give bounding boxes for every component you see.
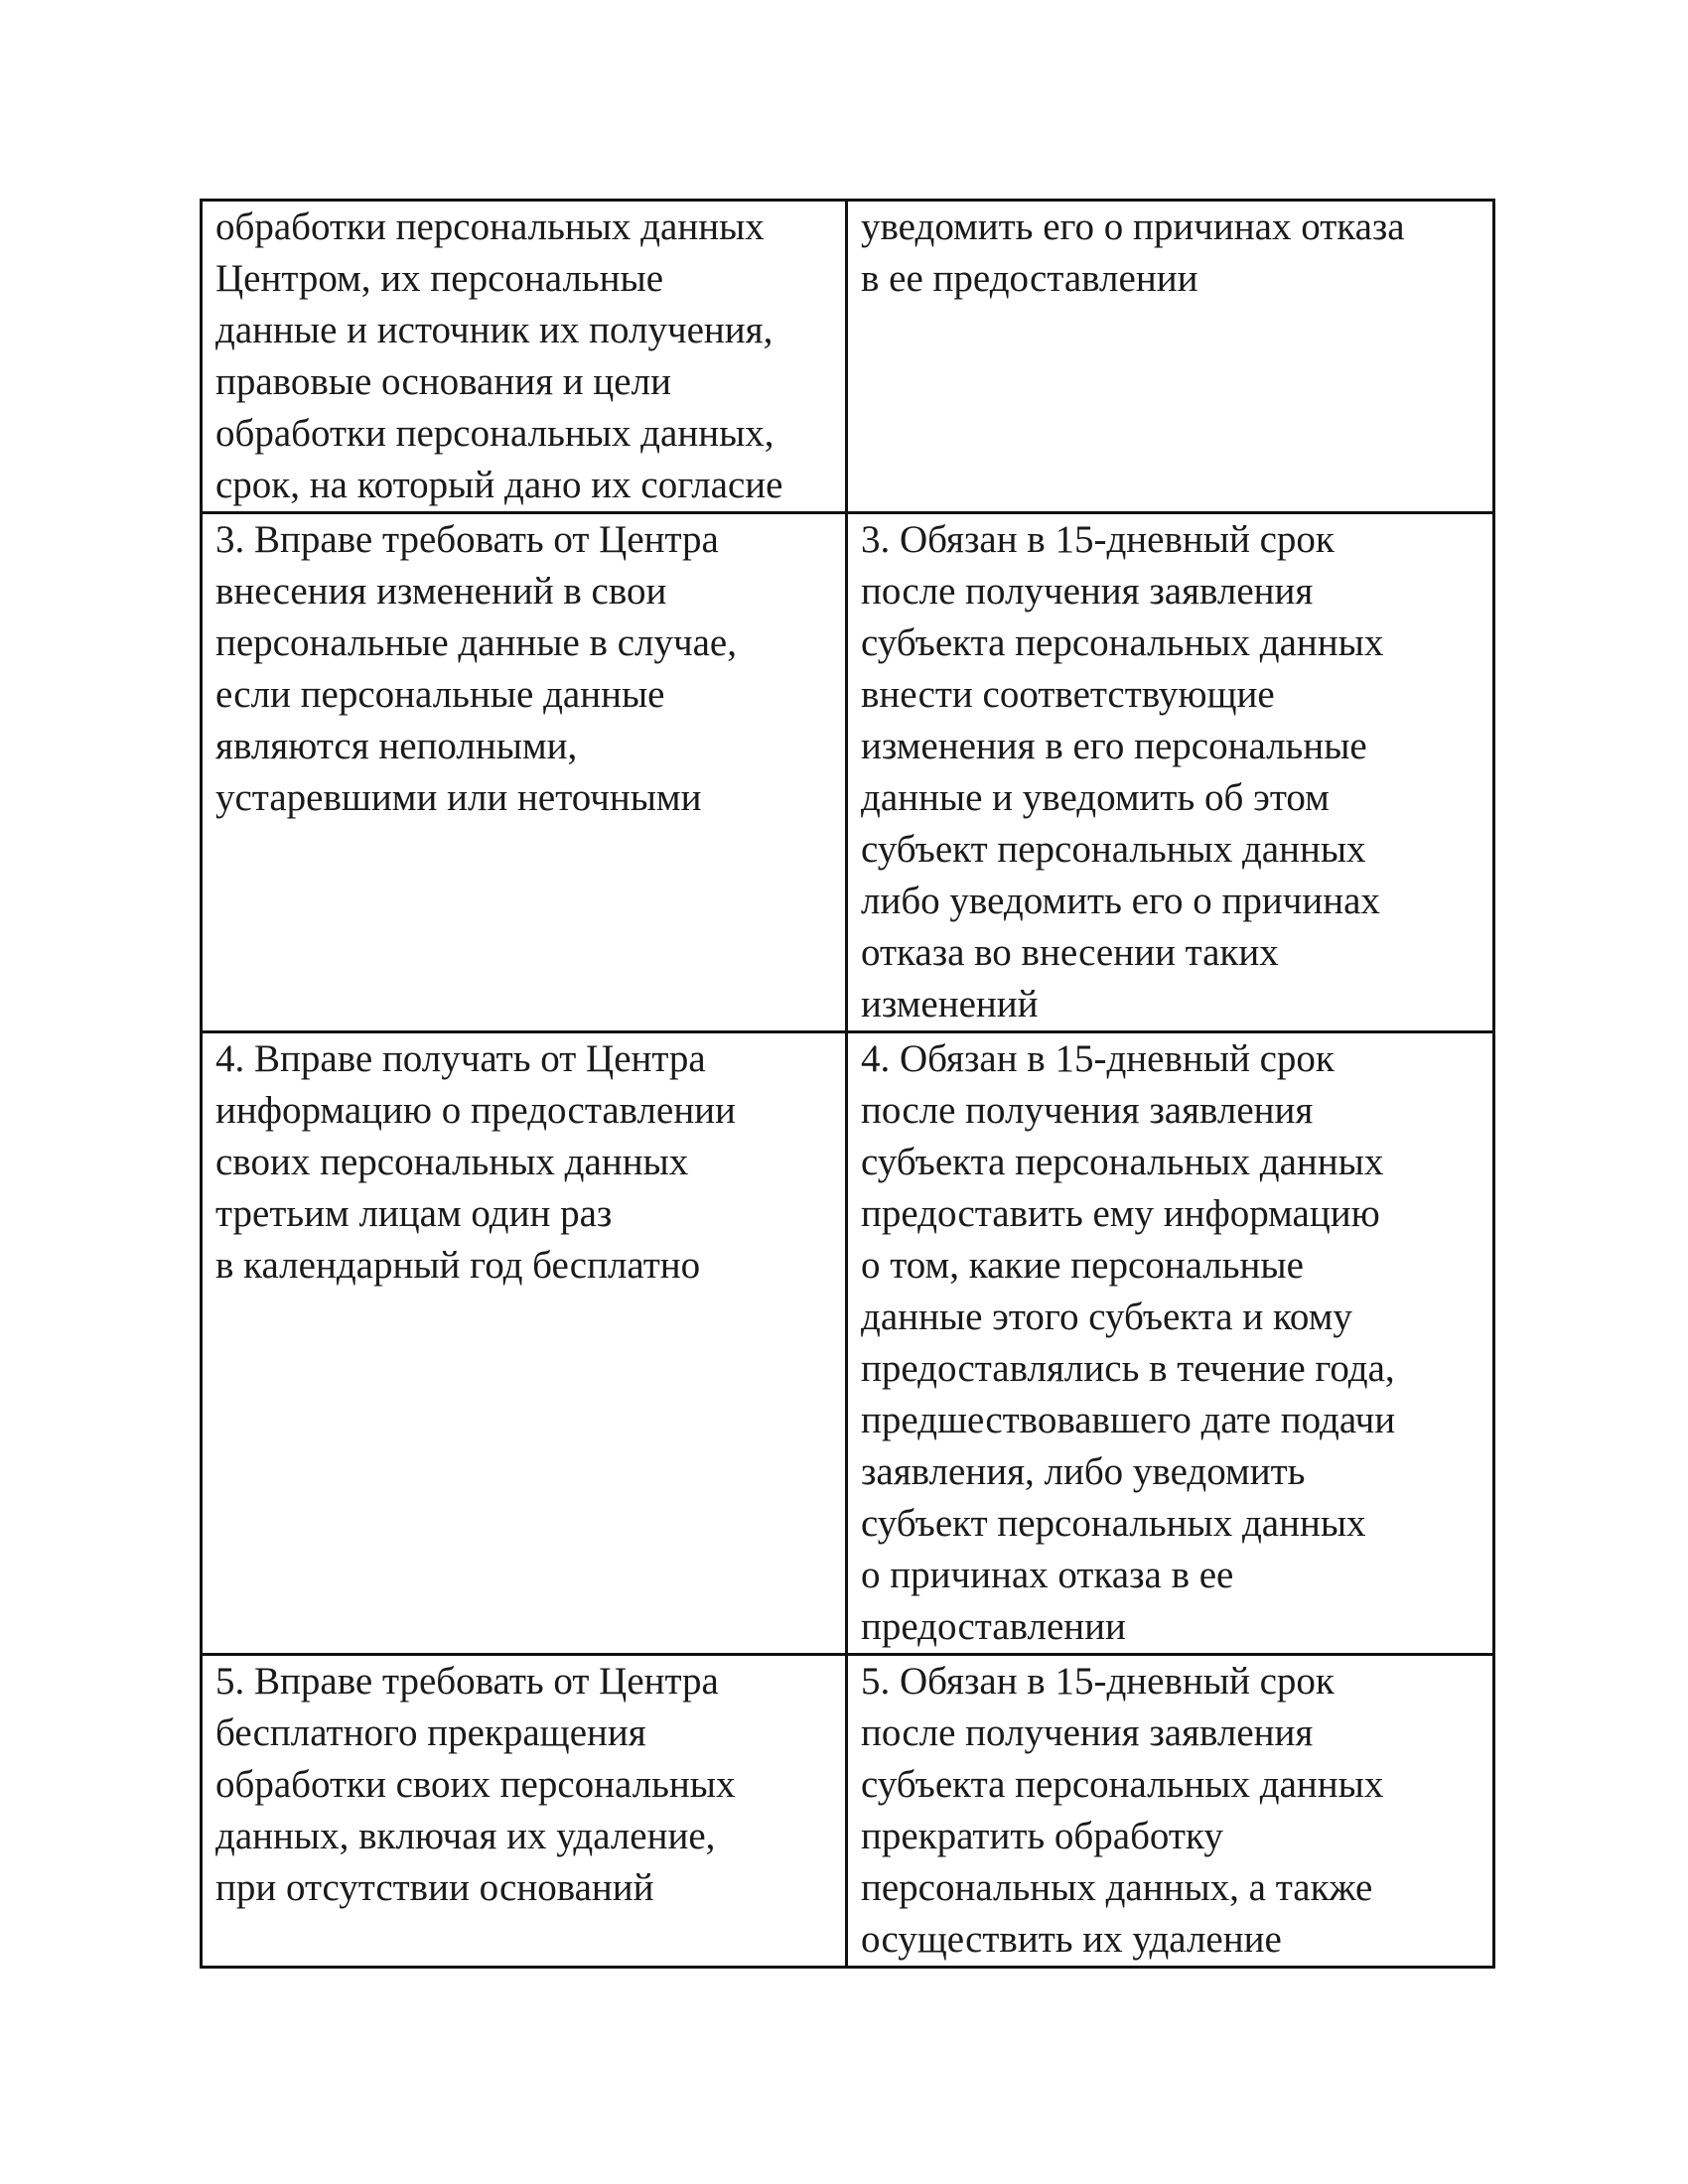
text-line: устаревшими или неточными xyxy=(215,776,702,819)
text-line: уведомить его о причинах отказа xyxy=(861,205,1405,248)
center-obligations-cell xyxy=(847,1655,1494,1968)
text-line: прекратить обработку xyxy=(861,1815,1223,1857)
text-line: либо уведомить его о причинах xyxy=(861,880,1380,922)
text-line: предоставить ему информацию xyxy=(861,1192,1380,1235)
text-line: изменений xyxy=(861,983,1039,1025)
text-line: 3. Обязан в 15-дневный срок xyxy=(861,518,1335,561)
text-line: в календарный год бесплатно xyxy=(215,1244,701,1287)
text-line: о причинах отказа в ее xyxy=(861,1554,1234,1596)
text-line: информацию о предоставлении xyxy=(215,1089,736,1132)
text-line: данные этого субъекта и кому xyxy=(861,1296,1352,1338)
text-line: персональные данные в случае, xyxy=(215,621,737,664)
text-line: при отсутствии оснований xyxy=(215,1866,654,1909)
center-obligations-cell xyxy=(847,513,1494,1032)
text-line: отказа во внесении таких xyxy=(861,931,1279,974)
text-line: предшествовавшего дате подачи xyxy=(861,1399,1396,1441)
text-line: осуществить их удаление xyxy=(861,1918,1282,1961)
text-line: данных, включая их удаление, xyxy=(215,1815,716,1857)
text-line: бесплатного прекращения xyxy=(215,1711,646,1754)
text-line: третьим лицам один раз xyxy=(215,1192,613,1235)
text-line: если персональные данные xyxy=(215,673,665,716)
text-line: обработки персональных данных, xyxy=(215,412,774,455)
table-row xyxy=(202,1655,1494,1968)
text-line: обработки своих персональных xyxy=(215,1763,736,1806)
text-line: в ее предоставлении xyxy=(861,257,1198,300)
text-line: данные и источник их получения, xyxy=(215,309,774,351)
text-line: Центром, их персональные xyxy=(215,257,664,300)
text-line: после получения заявления xyxy=(861,570,1314,613)
subject-rights-cell xyxy=(202,201,847,513)
text-line: 3. Вправе требовать от Центра xyxy=(215,518,719,561)
table-row xyxy=(202,513,1494,1032)
text-line: предоставлялись в течение года, xyxy=(861,1347,1395,1390)
center-obligations-cell xyxy=(847,201,1494,513)
subject-rights-cell xyxy=(202,1655,847,1968)
text-line: после получения заявления xyxy=(861,1711,1314,1754)
text-line: правовые основания и цели xyxy=(215,360,671,403)
table-row xyxy=(202,1032,1494,1655)
text-line: 4. Вправе получать от Центра xyxy=(215,1037,706,1080)
text-line: являются неполными, xyxy=(215,725,578,767)
center-obligations-cell xyxy=(847,1032,1494,1655)
text-line: изменения в его персональные xyxy=(861,725,1367,767)
text-line: о том, какие персональные xyxy=(861,1244,1304,1287)
text-line: 5. Обязан в 15-дневный срок xyxy=(861,1660,1335,1703)
text-line: 4. Обязан в 15-дневный срок xyxy=(861,1037,1335,1080)
text-line: субъект персональных данных xyxy=(861,1502,1366,1545)
text-line: персональных данных, а также xyxy=(861,1866,1373,1909)
table-row xyxy=(202,201,1494,513)
text-line: срок, на который дано их согласие xyxy=(215,464,783,506)
subject-rights-cell xyxy=(202,513,847,1032)
text-line: субъекта персональных данных xyxy=(861,621,1384,664)
text-line: внести соответствующие xyxy=(861,673,1275,716)
subject-rights-cell xyxy=(202,1032,847,1655)
text-line: субъекта персональных данных xyxy=(861,1763,1384,1806)
text-line: субъекта персональных данных xyxy=(861,1141,1384,1183)
text-line: обработки персональных данных xyxy=(215,205,765,248)
text-line: после получения заявления xyxy=(861,1089,1314,1132)
text-line: 5. Вправе требовать от Центра xyxy=(215,1660,719,1703)
text-line: заявления, либо уведомить xyxy=(861,1450,1306,1493)
rights-obligations-table xyxy=(200,199,1495,1969)
text-line: внесения изменений в свои xyxy=(215,570,667,613)
text-line: своих персональных данных xyxy=(215,1141,689,1183)
text-line: данные и уведомить об этом xyxy=(861,776,1330,819)
text-line: предоставлении xyxy=(861,1605,1126,1648)
text-line: субъект персональных данных xyxy=(861,828,1366,871)
